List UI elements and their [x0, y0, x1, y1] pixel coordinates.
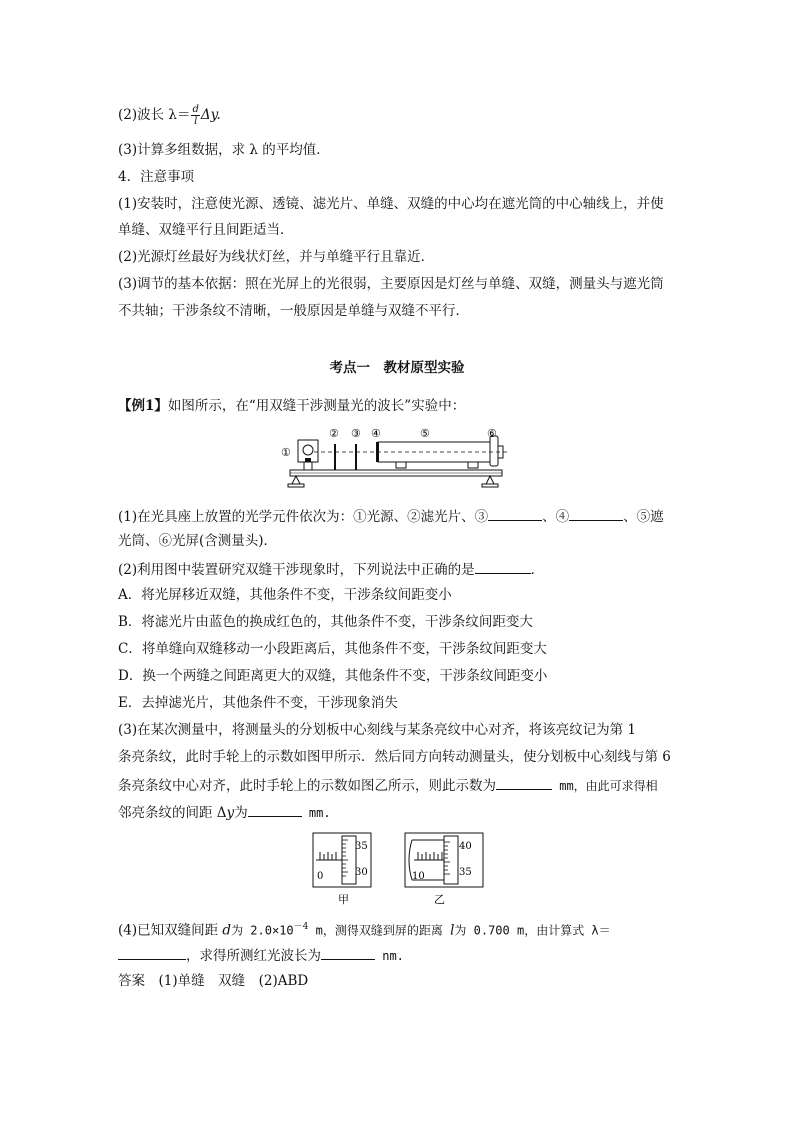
jia-caption: 甲	[338, 893, 349, 906]
yi-scale-top: 40	[459, 841, 472, 852]
q3-line4	[118, 802, 331, 822]
q4-line2	[118, 945, 404, 965]
option-c: C．将单缝向双缝移动一小段距离后，其他条件不变，干涉条纹间距变大	[118, 641, 547, 657]
option-d: D．换一个两缝之间距离更大的双缝，其他条件不变，干涉条纹间距变小	[118, 668, 548, 684]
q1-line1	[118, 506, 664, 526]
label-double-slit: ④	[371, 427, 381, 440]
example-stem: 如图所示，在“用双缝干涉测量光的波长”实验中：	[167, 398, 466, 414]
jia-scale-top: 35	[355, 841, 368, 852]
jia-scale-bottom: 30	[355, 867, 368, 878]
q3-text-e: mm.	[301, 806, 331, 820]
q3-y-symbol: y	[226, 805, 235, 821]
yi-main-scale: 10	[412, 871, 425, 882]
option-a: A．将光屏移近双缝，其他条件不变，干涉条纹间距变小	[118, 587, 452, 603]
q4-text-b: 为 2.0×10	[231, 923, 294, 938]
wavelength-suffix: Δy.	[200, 107, 221, 123]
q2-text: (2)利用图中装置研究双缝干涉现象时，下列说法中正确的是	[118, 562, 475, 578]
q3-line2: 条亮条纹，此时手轮上的示数如图甲所示．然后同方向转动测量头，使分划板中心刻线与第 6	[118, 749, 671, 765]
note3-line2: 不共轴；干涉条纹不清晰，一般原因是单缝与双缝不平行．	[118, 303, 469, 319]
q4-text-e: ，求得所测红光波长为	[186, 948, 321, 964]
q1-text-b: 、④	[542, 509, 570, 525]
q4-d-symbol: d	[222, 922, 232, 939]
label-filter: ②	[329, 427, 339, 440]
example-label: 【例1】	[118, 398, 168, 414]
wavelength-prefix: (2)波长 λ＝	[118, 107, 191, 123]
q3-blank-spacing[interactable]	[248, 802, 302, 817]
note1-line2: 单缝、双缝平行且间距适当．	[118, 222, 294, 238]
note3-line1: (3)调节的基本依据：照在光屏上的光很弱，主要原因是灯丝与单缝、双缝，测量头与遮光筒	[118, 276, 664, 292]
q1-line2: 光筒、⑥光屏(含测量头)．	[118, 533, 278, 549]
q1-text-c: 、⑤遮	[623, 509, 664, 525]
q3-text-c: 邻亮条纹的间距 Δ	[118, 805, 227, 821]
single-slit-element	[355, 444, 357, 470]
q1-blank-4[interactable]	[569, 506, 623, 521]
q4-text-d: 为 0.700 m，由计算式 λ＝	[454, 923, 611, 938]
label-tube: ⑤	[420, 427, 430, 440]
q1-text-a: (1)在光具座上放置的光学元件依次为：①光源、②滤光片、③	[118, 509, 489, 525]
q4-blank-formula[interactable]	[118, 945, 186, 960]
q4-text-a: (4)已知双缝间距	[118, 922, 223, 939]
fraction-denominator: l	[194, 116, 198, 127]
jia-main-scale: 0	[317, 871, 324, 882]
label-single-slit: ③	[351, 427, 361, 440]
note2-text: (2)光源灯丝最好为线状灯丝，并与单缝平行且靠近．	[118, 249, 435, 265]
q4-blank-wavelength[interactable]	[321, 945, 375, 960]
filter-element	[334, 444, 336, 470]
q3-line3	[118, 775, 658, 795]
q4-exponent: －4	[293, 922, 309, 932]
yi-scale-bottom: 35	[459, 867, 472, 878]
label-light-source: ①	[281, 446, 291, 459]
micrometer-jia	[312, 832, 374, 906]
light-bulb-icon	[303, 445, 313, 455]
q3-text-b: mm，由此可求得相	[552, 779, 658, 793]
q2-end: ．	[530, 562, 545, 578]
option-b: B．将滤光片由蓝色的换成红色的，其他条件不变，干涉条纹间距变大	[118, 614, 533, 630]
wavelength-formula-line	[118, 104, 221, 127]
answer-line: 答案 (1)单缝 双缝 (2)ABD	[118, 973, 309, 989]
q4-text-c: m，测得双缝到屏的距离	[308, 923, 451, 938]
wavelength-fraction	[191, 104, 199, 127]
apparatus-diagram	[278, 422, 513, 494]
q4-line1	[118, 918, 611, 940]
fraction-numerator: d	[192, 104, 199, 115]
note1-line1: (1)安装时，注意使光源、透镜、滤光片、单缝、双缝的中心均在遮光筒的中心轴线上，并使	[118, 196, 664, 212]
screen-measuring-head	[490, 436, 498, 466]
q3-blank-reading[interactable]	[496, 775, 552, 790]
q3-text-a: 条亮条纹中心对齐，此时手轮上的示数如图乙所示，则此示数为	[118, 778, 496, 794]
q3-text-d: 为	[234, 805, 248, 821]
micrometer-yi	[404, 832, 484, 906]
q2-blank[interactable]	[475, 559, 531, 574]
q4-l-symbol: l	[450, 922, 455, 939]
option-e: E．去掉滤光片，其他条件不变，干涉现象消失	[118, 695, 398, 711]
q2-line	[118, 559, 544, 579]
section4-title: 4．注意事项	[118, 169, 195, 185]
section-heading: 考点一 教材原型实验	[329, 360, 465, 376]
q1-blank-3[interactable]	[488, 506, 542, 521]
label-screen: ⑥	[487, 427, 497, 440]
yi-caption: 乙	[434, 893, 445, 906]
example-stem-line	[118, 397, 465, 415]
q3-line1: (3)在某次测量中，将测量头的分划板中心刻线与某条亮纹中心对齐，将该亮纹记为第 1	[118, 722, 637, 738]
step3-text: (3)计算多组数据，求 λ 的平均值．	[118, 142, 330, 158]
q4-text-f: nm.	[375, 949, 404, 963]
